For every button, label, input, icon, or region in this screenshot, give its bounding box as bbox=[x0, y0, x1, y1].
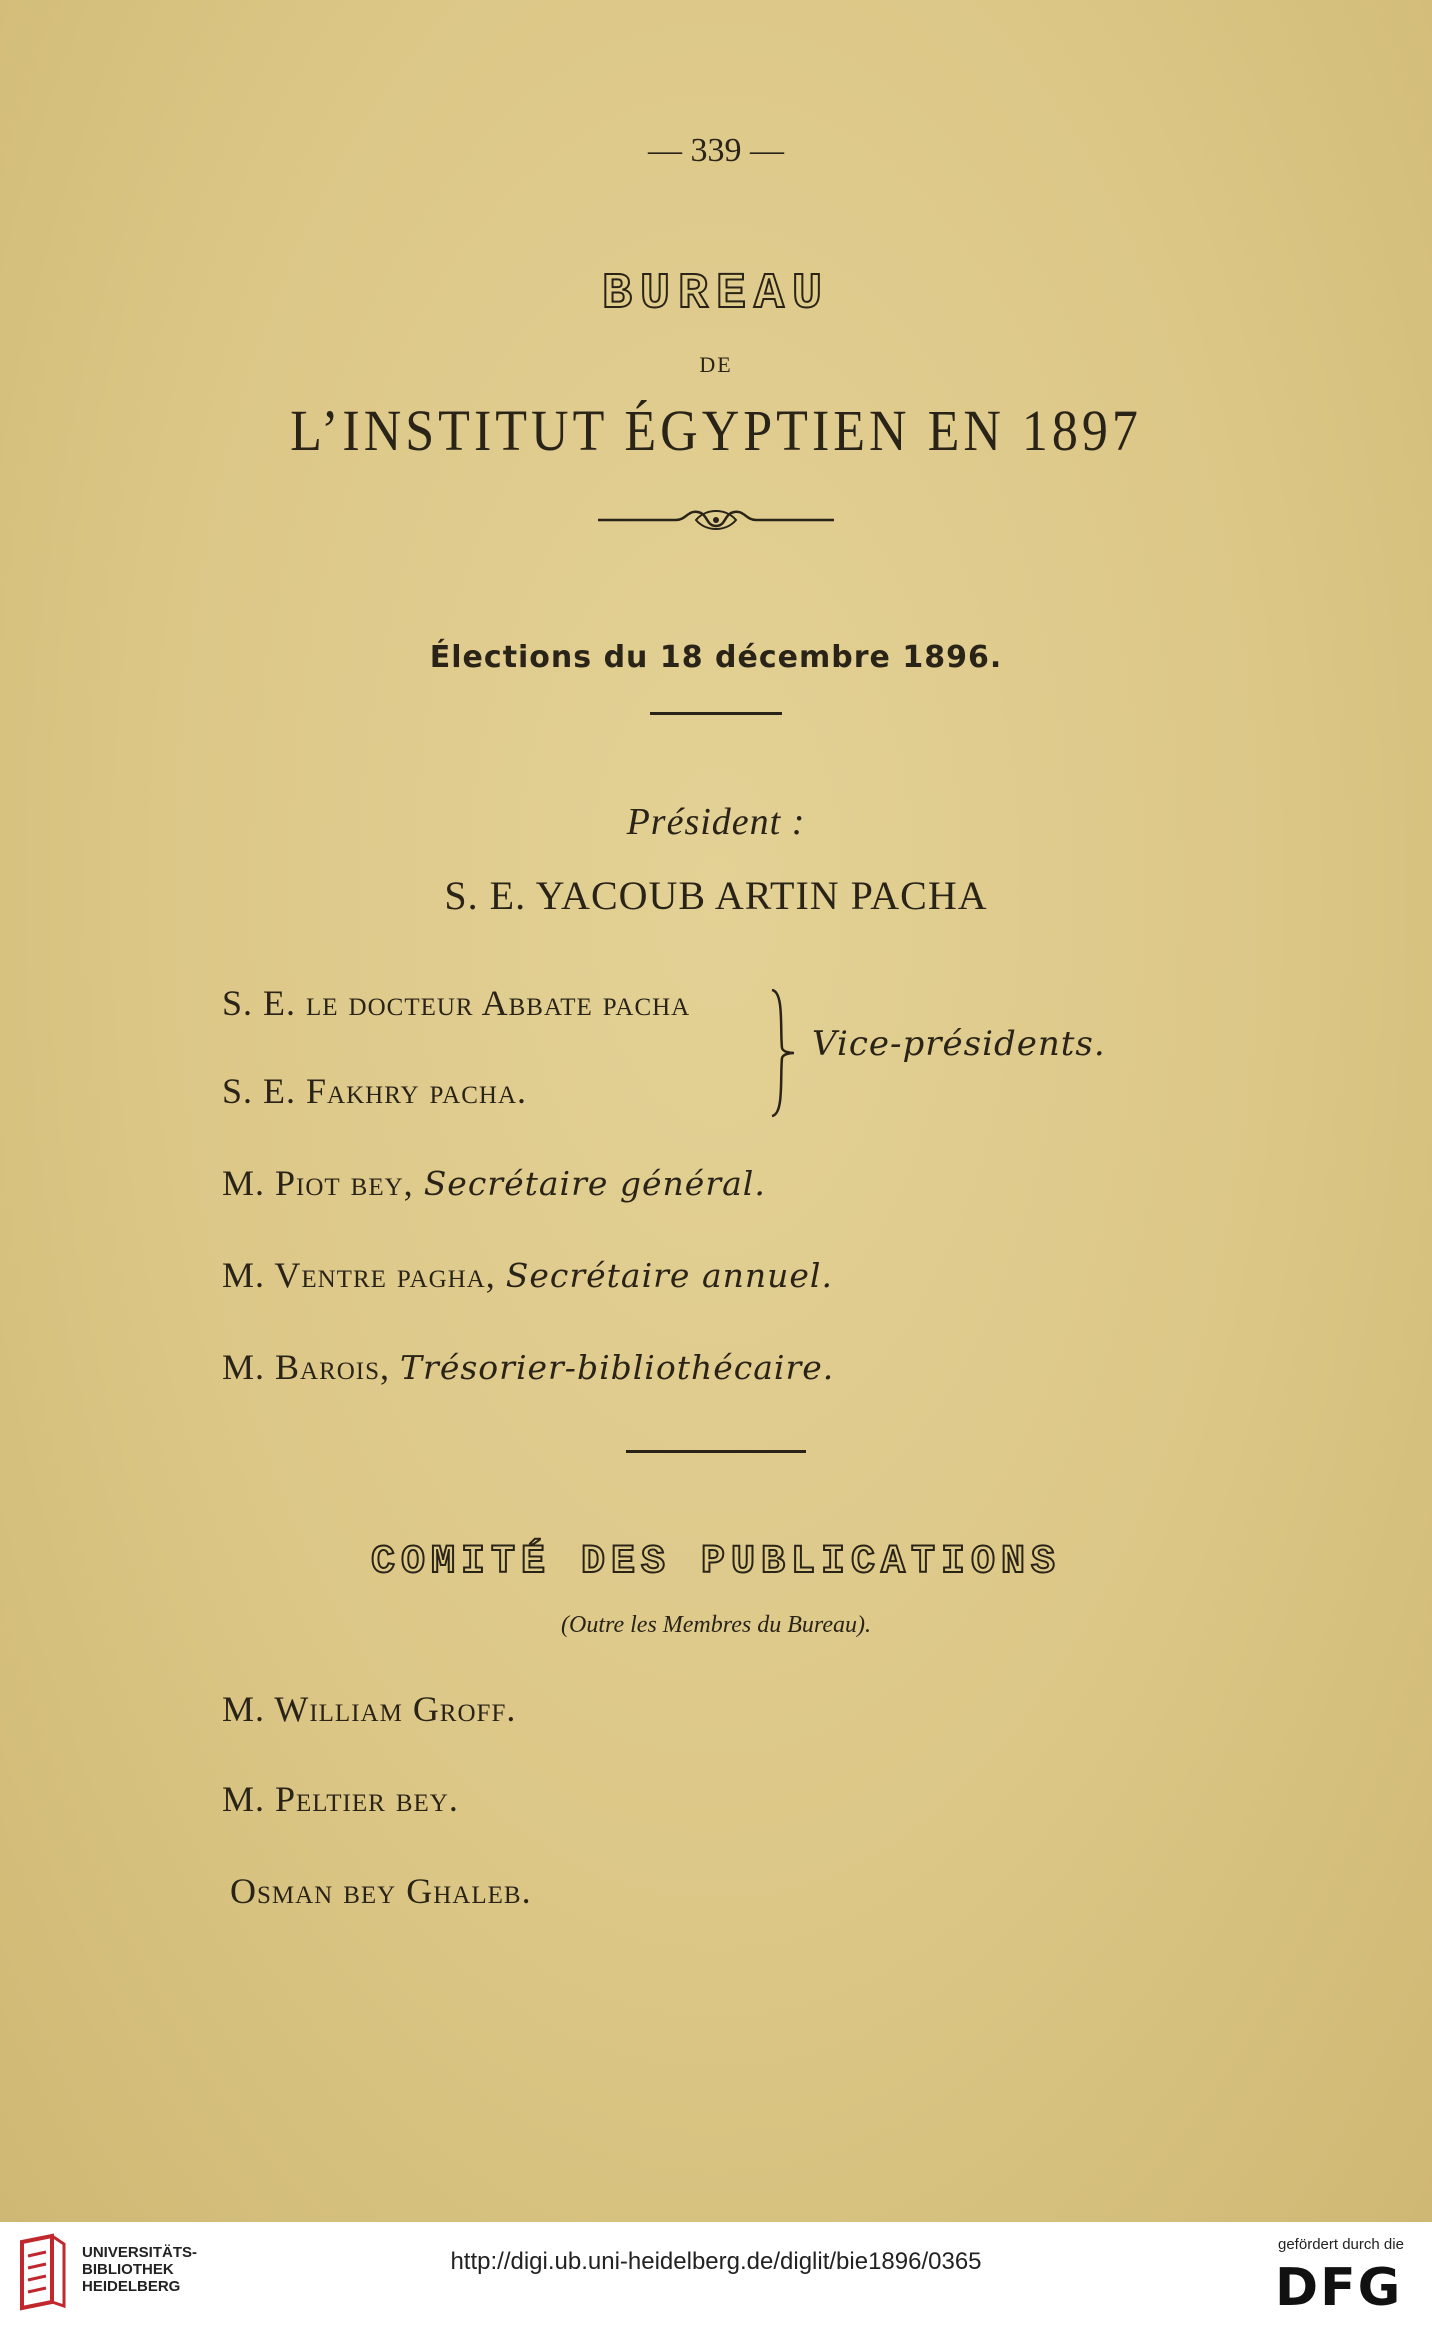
brace bbox=[768, 988, 798, 1122]
title-de: DE bbox=[699, 352, 733, 377]
secretary-general-role: Secrétaire général. bbox=[423, 1164, 766, 1203]
source-url[interactable]: http://digi.ub.uni-heidelberg.de/diglit/bie1896/0365 bbox=[450, 2248, 982, 2275]
title-institut: L’INSTITUT ÉGYPTIEN EN 1897 bbox=[290, 399, 1142, 464]
page-number: — 339 — bbox=[648, 132, 784, 169]
treasurer-role: Trésorier-bibliothécaire. bbox=[400, 1348, 835, 1387]
dfg-logo: DFG bbox=[1275, 2258, 1403, 2318]
title-bureau: BUREAU bbox=[601, 266, 831, 323]
divider bbox=[650, 712, 782, 715]
vice-president-2: S. E. Fakhry pacha. bbox=[222, 1071, 527, 1111]
comite-member: Osman bey Ghaleb. bbox=[230, 1871, 532, 1911]
secretary-general-name: M. Piot bey, bbox=[222, 1163, 414, 1203]
funding-note: gefördert durch die bbox=[1278, 2236, 1404, 2253]
president-name: S. E. YACOUB ARTIN PACHA bbox=[444, 873, 988, 918]
president-label: Président : bbox=[626, 801, 806, 843]
comite-member: M. William Groff. bbox=[222, 1689, 517, 1729]
secretary-annual-role: Secrétaire annuel. bbox=[505, 1256, 833, 1295]
treasurer-name: M. Barois, bbox=[222, 1347, 391, 1387]
vice-presidents-label: Vice-présidents. bbox=[812, 1024, 1106, 1064]
comite-subtitle: (Outre les Membres du Bureau). bbox=[561, 1612, 871, 1638]
library-name: UNIVERSITÄTS- BIBLIOTHEK HEIDELBERG bbox=[82, 2244, 198, 2295]
divider bbox=[626, 1450, 806, 1453]
secretary-annual bbox=[222, 1254, 833, 1296]
secretary-annual-name: M. Ventre pagha, bbox=[222, 1255, 496, 1295]
secretary-general bbox=[222, 1162, 766, 1204]
ornament-divider bbox=[0, 500, 1432, 544]
vice-president-1: S. E. le docteur Abbate pacha bbox=[222, 983, 691, 1023]
elections-heading: Élections du 18 décembre 1896. bbox=[429, 640, 1003, 675]
comite-member: M. Peltier bey. bbox=[222, 1779, 459, 1819]
comite-heading: COMITÉ DES PUBLICATIONS bbox=[370, 1540, 1062, 1585]
treasurer bbox=[222, 1346, 834, 1388]
